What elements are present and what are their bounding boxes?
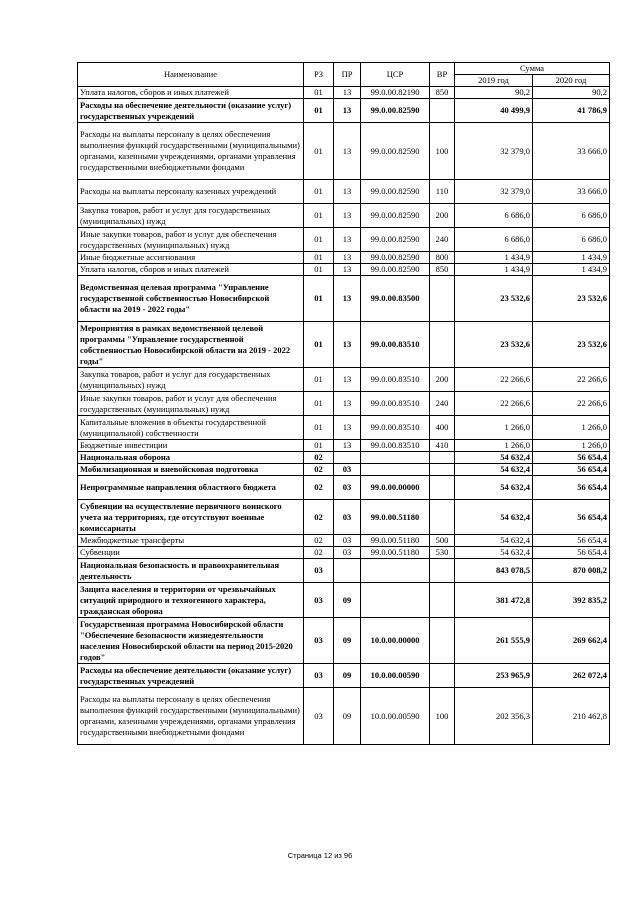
table-row xyxy=(78,464,610,476)
table-row xyxy=(78,204,610,228)
header-rz: РЗ xyxy=(304,63,334,87)
row-csr xyxy=(361,583,430,618)
table-row xyxy=(78,368,610,392)
row-vr xyxy=(430,664,455,688)
row-csr: 99.0.00.83510 xyxy=(361,322,430,368)
header-sum: Сумма xyxy=(455,63,610,75)
row-vr xyxy=(430,276,455,322)
row-name: Уплата налогов, сборов и иных платежей xyxy=(78,264,304,276)
row-name: Непрограммные направления областного бюджета xyxy=(78,476,304,500)
row-rz: 01 xyxy=(304,180,334,204)
row-name: Закупка товаров, работ и услуг для государственных (муниципальных) нужд xyxy=(78,368,304,392)
header-row-top xyxy=(78,63,610,75)
row-sum-2019: 6 686,0 xyxy=(455,204,533,228)
row-pr: 03 xyxy=(334,547,361,559)
row-pr xyxy=(334,452,361,464)
table-row xyxy=(78,583,610,618)
row-csr: 99.0.00.82590 xyxy=(361,204,430,228)
row-name: Субвенции xyxy=(78,547,304,559)
row-pr: 13 xyxy=(334,228,361,252)
row-sum-2019: 253 965,9 xyxy=(455,664,533,688)
row-vr xyxy=(430,464,455,476)
header-vr: ВР xyxy=(430,63,455,87)
row-vr: 410 xyxy=(430,440,455,452)
row-csr: 99.0.00.00000 xyxy=(361,476,430,500)
row-sum-2019: 202 356,3 xyxy=(455,688,533,745)
row-sum-2019: 54 632,4 xyxy=(455,500,533,535)
row-name: Субвенции на осуществление первичного воинского учета на территориях, где отсутствуют военные комиссариаты xyxy=(78,500,304,535)
row-sum-2020: 23 532,6 xyxy=(533,322,610,368)
table-row xyxy=(78,664,610,688)
row-sum-2019: 1 266,0 xyxy=(455,440,533,452)
row-pr: 13 xyxy=(334,440,361,452)
row-name: Ведомственная целевая программа "Управление государственной собственностью Новосибирской области на 2019 - 2022 годы" xyxy=(78,276,304,322)
row-sum-2020: 33 666,0 xyxy=(533,123,610,180)
row-rz: 03 xyxy=(304,664,334,688)
table-row xyxy=(78,87,610,99)
row-pr: 13 xyxy=(334,180,361,204)
row-sum-2019: 22 266,6 xyxy=(455,392,533,416)
row-vr: 100 xyxy=(430,688,455,745)
row-rz: 02 xyxy=(304,476,334,500)
row-vr xyxy=(430,559,455,583)
row-rz: 03 xyxy=(304,618,334,664)
row-name: Капитальные вложения в объекты государственной (муниципальной) собственности xyxy=(78,416,304,440)
row-rz: 01 xyxy=(304,416,334,440)
row-rz: 01 xyxy=(304,368,334,392)
row-sum-2020: 6 686,0 xyxy=(533,228,610,252)
row-vr xyxy=(430,618,455,664)
row-rz: 03 xyxy=(304,583,334,618)
row-pr: 03 xyxy=(334,535,361,547)
row-sum-2019: 22 266,6 xyxy=(455,368,533,392)
row-rz: 01 xyxy=(304,228,334,252)
row-sum-2019: 32 379,0 xyxy=(455,180,533,204)
row-sum-2020: 22 266,6 xyxy=(533,368,610,392)
row-csr: 99.0.00.82590 xyxy=(361,264,430,276)
row-csr: 99.0.00.83500 xyxy=(361,276,430,322)
row-vr: 850 xyxy=(430,87,455,99)
row-name: Расходы на обеспечение деятельности (оказание услуг) государственных учреждений xyxy=(78,664,304,688)
row-sum-2020: 56 654,4 xyxy=(533,464,610,476)
row-csr: 99.0.00.51180 xyxy=(361,547,430,559)
budget-table xyxy=(77,62,610,745)
row-sum-2020: 56 654,4 xyxy=(533,476,610,500)
row-vr: 200 xyxy=(430,368,455,392)
row-rz: 01 xyxy=(304,204,334,228)
row-sum-2019: 1 434,9 xyxy=(455,252,533,264)
table-row xyxy=(78,228,610,252)
row-sum-2019: 40 499,9 xyxy=(455,99,533,123)
table-row xyxy=(78,440,610,452)
row-sum-2019: 381 472,8 xyxy=(455,583,533,618)
row-pr: 13 xyxy=(334,392,361,416)
row-rz: 01 xyxy=(304,87,334,99)
header-pr: ПР xyxy=(334,63,361,87)
row-sum-2020: 90,2 xyxy=(533,87,610,99)
table-body xyxy=(78,87,610,745)
row-sum-2019: 90,2 xyxy=(455,87,533,99)
header-year-2019: 2019 год xyxy=(455,75,533,87)
row-csr: 10.0.00.00590 xyxy=(361,664,430,688)
row-csr: 99.0.00.51180 xyxy=(361,500,430,535)
row-pr: 13 xyxy=(334,322,361,368)
header-year-2020: 2020 год xyxy=(533,75,610,87)
table-row xyxy=(78,535,610,547)
row-sum-2019: 54 632,4 xyxy=(455,452,533,464)
row-vr xyxy=(430,322,455,368)
row-vr: 850 xyxy=(430,264,455,276)
row-sum-2020: 1 266,0 xyxy=(533,416,610,440)
table-row xyxy=(78,476,610,500)
row-pr: 09 xyxy=(334,583,361,618)
row-name: Межбюджетные трансферты xyxy=(78,535,304,547)
row-name: Иные бюджетные ассигнования xyxy=(78,252,304,264)
row-vr: 530 xyxy=(430,547,455,559)
row-name: Защита населения и территории от чрезвычайных ситуаций природного и техногенного характера, гражданская оборона xyxy=(78,583,304,618)
row-sum-2020: 262 072,4 xyxy=(533,664,610,688)
row-sum-2020: 6 686,0 xyxy=(533,204,610,228)
row-sum-2020: 33 666,0 xyxy=(533,180,610,204)
row-csr: 10.0.00.00590 xyxy=(361,688,430,745)
table-row xyxy=(78,123,610,180)
row-name: Бюджетные инвестиции xyxy=(78,440,304,452)
row-pr: 13 xyxy=(334,99,361,123)
page-number: Страница 12 из 96 xyxy=(287,851,353,860)
row-rz: 02 xyxy=(304,452,334,464)
table-row xyxy=(78,264,610,276)
row-csr: 99.0.00.82590 xyxy=(361,123,430,180)
row-vr: 500 xyxy=(430,535,455,547)
row-vr: 110 xyxy=(430,180,455,204)
row-pr: 13 xyxy=(334,368,361,392)
row-pr: 09 xyxy=(334,688,361,745)
row-csr: 99.0.00.51180 xyxy=(361,535,430,547)
row-rz: 01 xyxy=(304,276,334,322)
row-vr xyxy=(430,476,455,500)
row-csr: 99.0.00.82590 xyxy=(361,228,430,252)
header-name: Наименование xyxy=(78,63,304,87)
row-sum-2019: 261 555,9 xyxy=(455,618,533,664)
row-vr xyxy=(430,99,455,123)
row-csr: 99.0.00.82590 xyxy=(361,180,430,204)
row-sum-2020: 1 434,9 xyxy=(533,252,610,264)
row-sum-2020: 1 434,9 xyxy=(533,264,610,276)
table-row xyxy=(78,688,610,745)
row-sum-2020: 392 835,2 xyxy=(533,583,610,618)
row-pr xyxy=(334,559,361,583)
row-rz: 01 xyxy=(304,252,334,264)
table-row xyxy=(78,392,610,416)
row-name: Национальная оборона xyxy=(78,452,304,464)
row-csr: 99.0.00.82590 xyxy=(361,99,430,123)
row-sum-2020: 870 008,2 xyxy=(533,559,610,583)
row-pr: 13 xyxy=(334,204,361,228)
row-sum-2019: 54 632,4 xyxy=(455,476,533,500)
row-sum-2020: 41 786,9 xyxy=(533,99,610,123)
row-csr: 99.0.00.83510 xyxy=(361,416,430,440)
row-name: Закупка товаров, работ и услуг для государственных (муниципальных) нужд xyxy=(78,204,304,228)
row-sum-2020: 1 266,0 xyxy=(533,440,610,452)
table-row xyxy=(78,252,610,264)
row-vr: 400 xyxy=(430,416,455,440)
table-row xyxy=(78,322,610,368)
row-sum-2020: 56 654,4 xyxy=(533,500,610,535)
row-csr xyxy=(361,452,430,464)
row-pr: 13 xyxy=(334,87,361,99)
row-csr: 99.0.00.82190 xyxy=(361,87,430,99)
table-row xyxy=(78,452,610,464)
row-rz: 01 xyxy=(304,99,334,123)
row-pr: 13 xyxy=(334,264,361,276)
row-sum-2019: 23 532,6 xyxy=(455,276,533,322)
row-pr: 09 xyxy=(334,664,361,688)
row-sum-2020: 22 266,6 xyxy=(533,392,610,416)
row-rz: 03 xyxy=(304,688,334,745)
row-sum-2020: 56 654,4 xyxy=(533,452,610,464)
row-sum-2019: 843 078,5 xyxy=(455,559,533,583)
row-vr xyxy=(430,583,455,618)
row-csr: 99.0.00.82590 xyxy=(361,252,430,264)
row-name: Расходы на обеспечение деятельности (оказание услуг) государственных учреждений xyxy=(78,99,304,123)
row-rz: 01 xyxy=(304,440,334,452)
header-csr: ЦСР xyxy=(361,63,430,87)
row-sum-2019: 1 266,0 xyxy=(455,416,533,440)
row-sum-2020: 56 654,4 xyxy=(533,535,610,547)
row-name: Расходы на выплаты персоналу в целях обеспечения выполнения функций государственными (муниципальными) органами, казенными учреждениями, органами управления государственными внебюджетными фондами xyxy=(78,688,304,745)
row-csr: 10.0.00.00000 xyxy=(361,618,430,664)
row-name: Национальная безопасность и правоохранительная деятельность xyxy=(78,559,304,583)
row-name: Расходы на выплаты персоналу в целях обеспечения выполнения функций государственными (муниципальными) органами, казенными учреждениями, органами управления государственными внебюджетными фондами xyxy=(78,123,304,180)
row-rz: 01 xyxy=(304,392,334,416)
row-sum-2020: 210 462,8 xyxy=(533,688,610,745)
row-name: Мероприятия в рамках ведомственной целевой программы "Управление государственной собственностью Новосибирской области на 2019 - 2022 годы" xyxy=(78,322,304,368)
row-rz: 02 xyxy=(304,500,334,535)
row-pr: 13 xyxy=(334,416,361,440)
row-pr: 09 xyxy=(334,618,361,664)
row-pr: 03 xyxy=(334,464,361,476)
row-csr: 99.0.00.83510 xyxy=(361,392,430,416)
row-name: Иные закупки товаров, работ и услуг для обеспечения государственных (муниципальных) нужд xyxy=(78,228,304,252)
row-rz: 02 xyxy=(304,547,334,559)
table-row xyxy=(78,180,610,204)
row-vr xyxy=(430,452,455,464)
table-row xyxy=(78,500,610,535)
row-rz: 02 xyxy=(304,535,334,547)
row-vr xyxy=(430,500,455,535)
row-name: Иные закупки товаров, работ и услуг для обеспечения государственных (муниципальных) нужд xyxy=(78,392,304,416)
row-rz: 02 xyxy=(304,464,334,476)
row-sum-2019: 23 532,6 xyxy=(455,322,533,368)
row-sum-2019: 54 632,4 xyxy=(455,547,533,559)
row-sum-2019: 54 632,4 xyxy=(455,535,533,547)
row-csr: 99.0.00.83510 xyxy=(361,440,430,452)
row-csr: 99.0.00.83510 xyxy=(361,368,430,392)
row-vr: 100 xyxy=(430,123,455,180)
row-name: Государственная программа Новосибирской области "Обеспечение безопасности жизнедеятельности населения Новосибирской области на период 2015-2020 годов" xyxy=(78,618,304,664)
row-pr: 13 xyxy=(334,123,361,180)
row-rz: 01 xyxy=(304,123,334,180)
row-vr: 240 xyxy=(430,392,455,416)
row-sum-2019: 54 632,4 xyxy=(455,464,533,476)
row-csr xyxy=(361,559,430,583)
row-sum-2020: 23 532,6 xyxy=(533,276,610,322)
table-row xyxy=(78,618,610,664)
row-sum-2019: 6 686,0 xyxy=(455,228,533,252)
row-sum-2019: 32 379,0 xyxy=(455,123,533,180)
row-csr xyxy=(361,464,430,476)
row-name: Уплата налогов, сборов и иных платежей xyxy=(78,87,304,99)
row-sum-2020: 56 654,4 xyxy=(533,547,610,559)
row-vr: 240 xyxy=(430,228,455,252)
row-name: Расходы на выплаты персоналу казенных учреждений xyxy=(78,180,304,204)
row-name: Мобилизационная и вневойсковая подготовка xyxy=(78,464,304,476)
row-pr: 03 xyxy=(334,476,361,500)
row-pr: 13 xyxy=(334,276,361,322)
row-pr: 13 xyxy=(334,252,361,264)
row-sum-2020: 269 662,4 xyxy=(533,618,610,664)
row-vr: 800 xyxy=(430,252,455,264)
row-rz: 03 xyxy=(304,559,334,583)
table-row xyxy=(78,276,610,322)
table-row xyxy=(78,416,610,440)
table-row xyxy=(78,559,610,583)
table-row xyxy=(78,99,610,123)
row-rz: 01 xyxy=(304,264,334,276)
row-pr: 03 xyxy=(334,500,361,535)
table-row xyxy=(78,547,610,559)
row-vr: 200 xyxy=(430,204,455,228)
row-rz: 01 xyxy=(304,322,334,368)
row-sum-2019: 1 434,9 xyxy=(455,264,533,276)
